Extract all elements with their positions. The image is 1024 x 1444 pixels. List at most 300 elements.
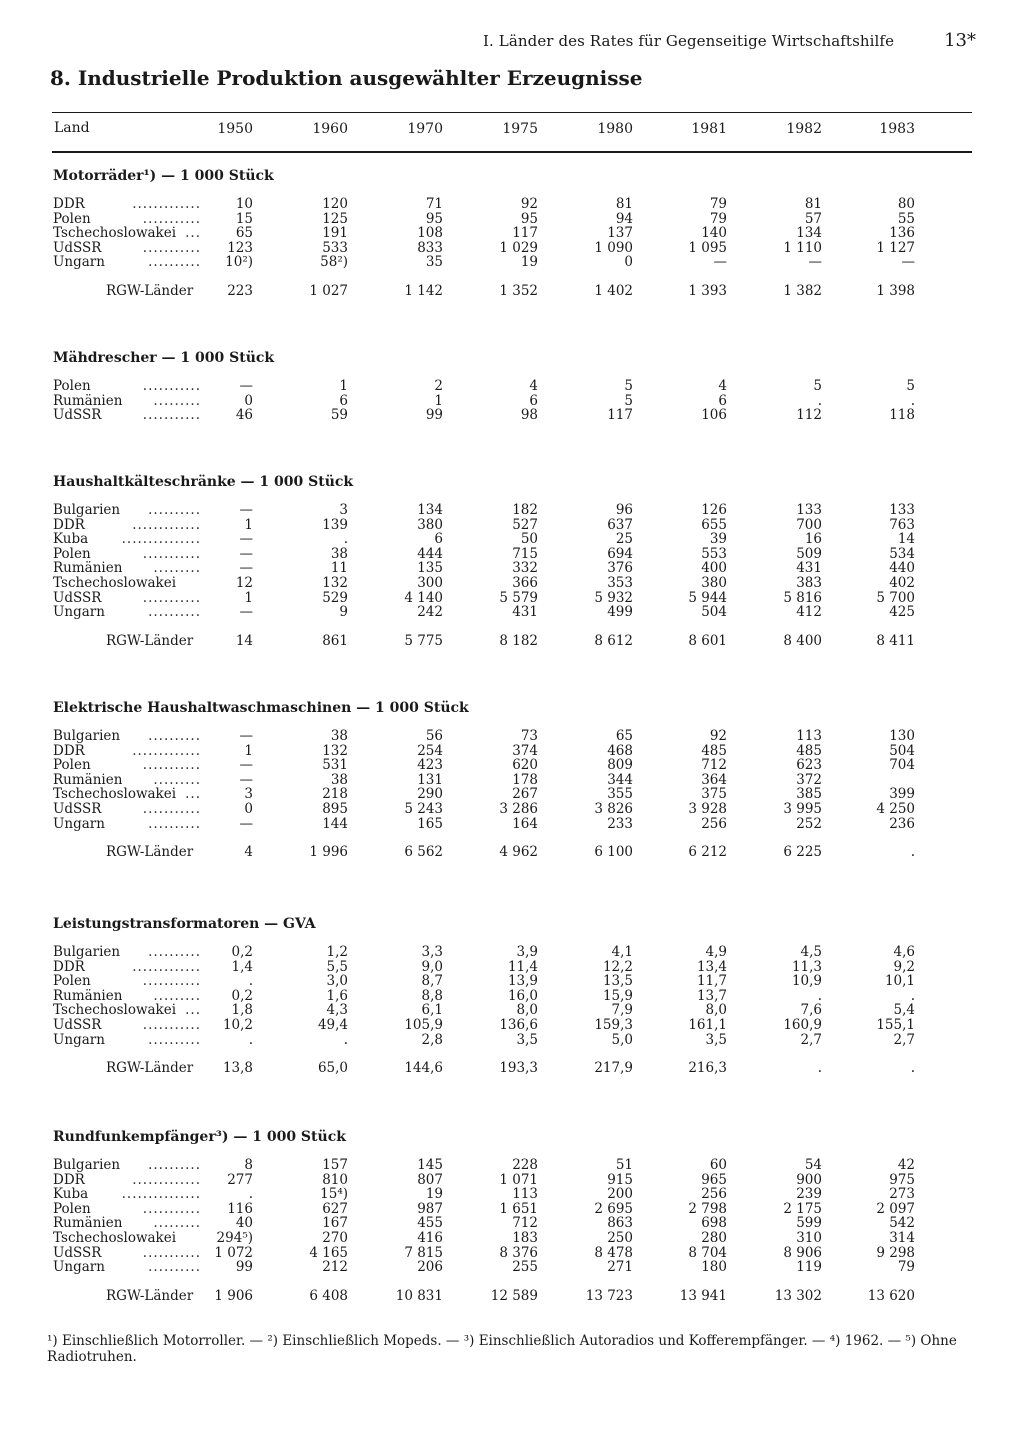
leader-dots: ............. — [132, 516, 201, 533]
table-cell: 355 — [607, 786, 633, 803]
table-cell: 133 — [889, 502, 915, 518]
table-cell: 38 — [330, 728, 348, 744]
table-cell: 113 — [512, 1186, 538, 1203]
table-cell: 92 — [520, 196, 538, 212]
table-cell: 400 — [701, 560, 727, 577]
table-cell: 7,6 — [800, 1002, 822, 1019]
table-cell: 863 — [607, 1215, 633, 1232]
table-cell: 79 — [709, 196, 727, 212]
table-cell: 1 127 — [876, 239, 915, 256]
table-cell: 1 — [244, 589, 253, 606]
table-cell: 54 — [804, 1157, 822, 1173]
row-label: Bulgarien — [53, 502, 121, 518]
table-cell: 56 — [425, 728, 443, 744]
row-label: Tschechoslowakei — [53, 1002, 177, 1019]
table-cell: 8,7 — [421, 973, 443, 990]
total-cell: 223 — [227, 283, 253, 299]
total-cell: 1 393 — [688, 283, 727, 299]
table-cell: 15 — [235, 210, 253, 227]
total-cell: 861 — [322, 632, 348, 649]
total-cell: 10 831 — [395, 1287, 443, 1304]
total-cell: 8 411 — [876, 632, 915, 649]
table-cell: 1 — [244, 516, 253, 533]
row-label: Bulgarien — [53, 728, 121, 744]
table-cell: 416 — [417, 1230, 443, 1246]
row-label: Ungarn — [53, 254, 105, 271]
table-cell: 4,5 — [800, 944, 822, 960]
section-title: Leistungstransformatoren — GVA — [53, 916, 316, 932]
total-row — [0, 1061, 1024, 1076]
table-cell: 4 140 — [404, 589, 443, 606]
table-cell: 383 — [796, 575, 822, 591]
table-cell: 620 — [512, 757, 538, 774]
table-cell: 553 — [701, 545, 727, 562]
table-cell: 95 — [520, 210, 538, 227]
footnote: ¹) Einschließlich Motorroller. — ²) Einschließlich Mopeds. — ³) Einschließlich Autoradios und Kofferempfänger. — ⁴) 1962. — ⁵) Ohne Radiotruhen. — [47, 1333, 957, 1365]
table-cell: 38 — [330, 545, 348, 562]
total-cell: 8 612 — [594, 632, 633, 649]
table-cell: — — [239, 560, 253, 577]
table-cell: 431 — [512, 604, 538, 621]
table-cell: 13,9 — [507, 973, 538, 990]
table-cell: 155,1 — [876, 1017, 915, 1033]
table-row — [0, 729, 1024, 744]
table-cell: 46 — [235, 407, 253, 424]
table-cell: 132 — [322, 742, 348, 759]
leader-dots: ............. — [132, 1171, 201, 1188]
total-cell: . — [910, 1060, 915, 1077]
total-cell: 216,3 — [688, 1060, 727, 1077]
table-cell: 39 — [709, 531, 727, 548]
table-cell: . — [343, 531, 348, 548]
row-label: Tschechoslowakei — [53, 575, 177, 591]
table-cell: 117 — [607, 407, 633, 424]
row-label: Tschechoslowakei — [53, 786, 177, 803]
leader-dots: ............... — [121, 531, 201, 548]
total-cell: 13 941 — [679, 1287, 727, 1304]
table-cell: 527 — [512, 516, 538, 533]
table-cell: 49,4 — [317, 1017, 348, 1033]
table-cell: 161,1 — [688, 1017, 727, 1033]
table-cell: 3,0 — [326, 973, 348, 990]
row-label: Ungarn — [53, 1031, 105, 1048]
row-label: DDR — [53, 516, 85, 533]
table-cell: 444 — [417, 545, 443, 562]
table-cell: 431 — [796, 560, 822, 577]
leader-dots: .......... — [148, 254, 201, 271]
total-cell: 1 906 — [214, 1287, 253, 1304]
table-cell: 3 — [339, 502, 348, 518]
total-cell: 217,9 — [594, 1060, 633, 1077]
table-cell: 833 — [417, 239, 443, 256]
table-cell: — — [239, 604, 253, 621]
table-cell: 242 — [417, 604, 443, 621]
leader-dots: ......... — [153, 392, 201, 409]
table-cell: 1 095 — [688, 239, 727, 256]
table-cell: 79 — [709, 210, 727, 227]
table-cell: 294⁵) — [216, 1230, 253, 1246]
table-cell: — — [713, 254, 727, 271]
table-cell: 712 — [701, 757, 727, 774]
table-cell: 254 — [417, 742, 443, 759]
row-label: Bulgarien — [53, 1157, 121, 1173]
table-cell: 1 071 — [499, 1171, 538, 1188]
table-cell: 534 — [889, 545, 915, 562]
table-cell: 6 — [718, 392, 727, 409]
table-cell: 99 — [425, 407, 443, 424]
leader-dots: ... — [185, 225, 201, 242]
table-cell: 25 — [615, 531, 633, 548]
table-cell: 239 — [796, 1186, 822, 1203]
total-cell: . — [817, 1060, 822, 1077]
section-title: Rundfunkempfänger³) — 1 000 Stück — [53, 1129, 346, 1145]
total-cell: 1 142 — [404, 283, 443, 299]
row-label: Rumänien — [53, 392, 123, 409]
table-cell: 10 — [235, 196, 253, 212]
section-title: Motorräder¹) — 1 000 Stück — [53, 168, 274, 184]
table-cell: 455 — [417, 1215, 443, 1232]
table-cell: 50 — [520, 531, 538, 548]
table-row — [0, 576, 1024, 591]
table-cell: 16,0 — [507, 987, 538, 1004]
table-cell: 6 — [339, 392, 348, 409]
table-cell: — — [239, 531, 253, 548]
table-cell: 807 — [417, 1171, 443, 1188]
table-cell: 13,5 — [602, 973, 633, 990]
leader-dots: ........... — [142, 1244, 201, 1261]
table-cell: 250 — [607, 1230, 633, 1246]
table-cell: 94 — [615, 210, 633, 227]
table-cell: 5 944 — [688, 589, 727, 606]
table-row — [0, 255, 1024, 270]
table-cell: 1 — [434, 392, 443, 409]
table-cell: 144 — [322, 815, 348, 832]
table-row — [0, 1033, 1024, 1048]
table-cell: 376 — [607, 560, 633, 577]
table-cell: 10²) — [225, 254, 253, 271]
leader-dots: .......... — [148, 502, 201, 518]
table-cell: 95 — [425, 210, 443, 227]
table-cell: — — [239, 815, 253, 832]
column-header-year: 1981 — [691, 121, 727, 137]
table-cell: 2 695 — [594, 1200, 633, 1217]
total-label: RGW-Länder — [106, 1287, 194, 1304]
table-cell: 118 — [889, 407, 915, 424]
leader-dots: ... — [185, 786, 201, 803]
table-cell: 120 — [322, 196, 348, 212]
table-cell: 504 — [889, 742, 915, 759]
table-cell: 5 — [906, 378, 915, 394]
table-cell: — — [901, 254, 915, 271]
table-cell: 1,8 — [231, 1002, 253, 1019]
table-row — [0, 226, 1024, 241]
table-top-rule — [52, 112, 972, 113]
table-cell: — — [239, 728, 253, 744]
table-cell: 9 298 — [876, 1244, 915, 1261]
table-cell: 0 — [624, 254, 633, 271]
table-cell: 423 — [417, 757, 443, 774]
table-cell: 106 — [701, 407, 727, 424]
table-cell: 79 — [897, 1259, 915, 1276]
table-cell: 7 815 — [404, 1244, 443, 1261]
table-cell: 16 — [804, 531, 822, 548]
table-cell: 228 — [512, 1157, 538, 1173]
total-cell: 1 996 — [309, 844, 348, 861]
row-label: Ungarn — [53, 1259, 105, 1276]
total-cell: 6 225 — [783, 844, 822, 861]
leader-dots: ........... — [142, 545, 201, 562]
table-cell: 531 — [322, 757, 348, 774]
total-cell: 1 027 — [309, 283, 348, 299]
table-cell: 3 826 — [594, 801, 633, 817]
table-cell: 2,7 — [893, 1031, 915, 1048]
total-cell: . — [910, 844, 915, 861]
total-cell: 5 775 — [404, 632, 443, 649]
table-cell: 145 — [417, 1157, 443, 1173]
table-cell: 425 — [889, 604, 915, 621]
row-label: Rumänien — [53, 987, 123, 1004]
table-cell: 130 — [889, 728, 915, 744]
table-row — [0, 1260, 1024, 1275]
table-cell: 627 — [322, 1200, 348, 1217]
table-cell: 6 — [529, 392, 538, 409]
row-label: DDR — [53, 196, 85, 212]
table-cell: 0 — [244, 392, 253, 409]
section-title: Elektrische Haushaltwaschmaschinen — 1 000 Stück — [53, 700, 469, 716]
total-cell: 65,0 — [317, 1060, 348, 1077]
section-title: Haushaltkälteschränke — 1 000 Stück — [53, 474, 354, 490]
table-cell: 233 — [607, 815, 633, 832]
table-cell: 191 — [322, 225, 348, 242]
table-cell: 4 — [718, 378, 727, 394]
table-cell: 38 — [330, 771, 348, 788]
table-cell: 267 — [512, 786, 538, 803]
total-label: RGW-Länder — [106, 1060, 194, 1077]
leader-dots: ... — [185, 1002, 201, 1019]
table-cell: 5 243 — [404, 801, 443, 817]
table-cell: 81 — [615, 196, 633, 212]
table-cell: 96 — [615, 502, 633, 518]
table-cell: 2,7 — [800, 1031, 822, 1048]
row-label: Rumänien — [53, 560, 123, 577]
leader-dots: ............. — [132, 958, 201, 975]
table-cell: 167 — [322, 1215, 348, 1232]
table-cell: 14 — [897, 531, 915, 548]
table-cell: 895 — [322, 801, 348, 817]
total-cell: 144,6 — [404, 1060, 443, 1077]
leader-dots: .......... — [148, 604, 201, 621]
table-cell: 694 — [607, 545, 633, 562]
table-cell: 310 — [796, 1230, 822, 1246]
table-cell: 440 — [889, 560, 915, 577]
table-cell: 10,2 — [222, 1017, 253, 1033]
table-cell: 380 — [701, 575, 727, 591]
total-cell: 13 723 — [585, 1287, 633, 1304]
table-cell: 3 — [244, 786, 253, 803]
table-cell: 300 — [417, 575, 443, 591]
table-cell: 123 — [227, 239, 253, 256]
table-cell: 1,4 — [231, 958, 253, 975]
table-cell: 8 478 — [594, 1244, 633, 1261]
row-label: Polen — [53, 545, 91, 562]
table-cell: 8 376 — [499, 1244, 538, 1261]
table-cell: 256 — [701, 1186, 727, 1203]
table-cell: 4,9 — [705, 944, 727, 960]
row-label: DDR — [53, 958, 85, 975]
row-label: UdSSR — [53, 1244, 102, 1261]
table-cell: 218 — [322, 786, 348, 803]
table-cell: 8,0 — [516, 1002, 538, 1019]
table-cell: 116 — [227, 1200, 253, 1217]
table-cell: 132 — [322, 575, 348, 591]
table-cell: — — [239, 757, 253, 774]
table-cell: 277 — [227, 1171, 253, 1188]
row-label: Polen — [53, 757, 91, 774]
table-cell: 5 816 — [783, 589, 822, 606]
table-cell: 13,4 — [696, 958, 727, 975]
table-cell: 5 — [813, 378, 822, 394]
total-cell: 8 400 — [783, 632, 822, 649]
table-cell: — — [808, 254, 822, 271]
leader-dots: ......... — [153, 771, 201, 788]
table-cell: 9,0 — [421, 958, 443, 975]
table-cell: . — [817, 392, 822, 409]
table-cell: 159,3 — [594, 1017, 633, 1033]
total-cell: 1 402 — [594, 283, 633, 299]
total-cell: 6 212 — [688, 844, 727, 861]
table-cell: 236 — [889, 815, 915, 832]
table-cell: 542 — [889, 1215, 915, 1232]
table-cell: 3 928 — [688, 801, 727, 817]
table-row — [0, 1187, 1024, 1202]
row-label: UdSSR — [53, 589, 102, 606]
table-cell: 809 — [607, 757, 633, 774]
table-cell: 15⁴) — [320, 1186, 348, 1203]
table-cell: 314 — [889, 1230, 915, 1246]
table-cell: 1 — [339, 378, 348, 394]
table-cell: 4 — [529, 378, 538, 394]
table-cell: 637 — [607, 516, 633, 533]
leader-dots: ............. — [132, 742, 201, 759]
total-cell: 12 589 — [490, 1287, 538, 1304]
table-header-rule — [52, 151, 972, 153]
total-cell: 13 302 — [774, 1287, 822, 1304]
table-cell: 3,3 — [421, 944, 443, 960]
leader-dots: .......... — [148, 1157, 201, 1173]
table-row — [0, 1158, 1024, 1173]
table-cell: 80 — [897, 196, 915, 212]
table-cell: 290 — [417, 786, 443, 803]
page-number: 13* — [944, 30, 976, 51]
table-cell: 3,5 — [705, 1031, 727, 1048]
table-cell: 975 — [889, 1171, 915, 1188]
row-label: Polen — [53, 378, 91, 394]
row-label: Bulgarien — [53, 944, 121, 960]
table-cell: . — [343, 1031, 348, 1048]
table-row — [0, 758, 1024, 773]
table-cell: 5 — [624, 392, 633, 409]
table-cell: 3 995 — [783, 801, 822, 817]
leader-dots: ........... — [142, 378, 201, 394]
table-cell: 113 — [796, 728, 822, 744]
column-header-year: 1983 — [879, 121, 915, 137]
table-cell: 105,9 — [404, 1017, 443, 1033]
column-header-year: 1960 — [312, 121, 348, 137]
table-cell: 5 932 — [594, 589, 633, 606]
table-cell: 10,9 — [791, 973, 822, 990]
table-cell: 108 — [417, 225, 443, 242]
total-cell: 8 182 — [499, 632, 538, 649]
column-header-year: 1970 — [407, 121, 443, 137]
table-cell: 965 — [701, 1171, 727, 1188]
total-row — [0, 284, 1024, 299]
table-cell: 271 — [607, 1259, 633, 1276]
table-cell: 5 579 — [499, 589, 538, 606]
table-cell: 51 — [615, 1157, 633, 1173]
table-row — [0, 974, 1024, 989]
table-cell: 468 — [607, 742, 633, 759]
column-header-land: Land — [54, 120, 90, 136]
column-header-year: 1950 — [217, 121, 253, 137]
table-cell: 136,6 — [499, 1017, 538, 1033]
table-cell: 160,9 — [783, 1017, 822, 1033]
table-cell: 599 — [796, 1215, 822, 1232]
table-cell: 385 — [796, 786, 822, 803]
leader-dots: ........... — [142, 239, 201, 256]
table-cell: 11,7 — [696, 973, 727, 990]
total-label: RGW-Länder — [106, 283, 194, 299]
table-cell: 126 — [701, 502, 727, 518]
table-cell: 2 798 — [688, 1200, 727, 1217]
leader-dots: .......... — [148, 815, 201, 832]
table-cell: 112 — [796, 407, 822, 424]
total-row — [0, 845, 1024, 860]
table-cell: 157 — [322, 1157, 348, 1173]
row-label: Polen — [53, 210, 91, 227]
table-row — [0, 408, 1024, 423]
table-cell: 42 — [897, 1157, 915, 1173]
table-cell: 715 — [512, 545, 538, 562]
table-row — [0, 503, 1024, 518]
leader-dots: ........... — [142, 973, 201, 990]
column-header-year: 1975 — [502, 121, 538, 137]
table-cell: 57 — [804, 210, 822, 227]
table-cell: 374 — [512, 742, 538, 759]
row-label: Rumänien — [53, 771, 123, 788]
table-cell: 140 — [701, 225, 727, 242]
table-cell: . — [248, 1031, 253, 1048]
table-cell: 12 — [235, 575, 253, 591]
table-cell: 19 — [520, 254, 538, 271]
total-cell: 4 962 — [499, 844, 538, 861]
leader-dots: ......... — [153, 1215, 201, 1232]
page-title: 8. Industrielle Produktion ausgewählter Erzeugnisse — [50, 66, 643, 90]
row-label: Tschechoslowakei — [53, 1230, 177, 1246]
table-cell: 399 — [889, 786, 915, 803]
table-cell: 81 — [804, 196, 822, 212]
table-cell: 164 — [512, 815, 538, 832]
table-row — [0, 817, 1024, 832]
table-cell: 364 — [701, 771, 727, 788]
table-cell: 1 029 — [499, 239, 538, 256]
table-cell: 133 — [796, 502, 822, 518]
total-cell: 13,8 — [222, 1060, 253, 1077]
table-cell: 810 — [322, 1171, 348, 1188]
table-cell: 655 — [701, 516, 727, 533]
table-cell: — — [239, 771, 253, 788]
leader-dots: ......... — [153, 987, 201, 1004]
row-label: UdSSR — [53, 801, 102, 817]
